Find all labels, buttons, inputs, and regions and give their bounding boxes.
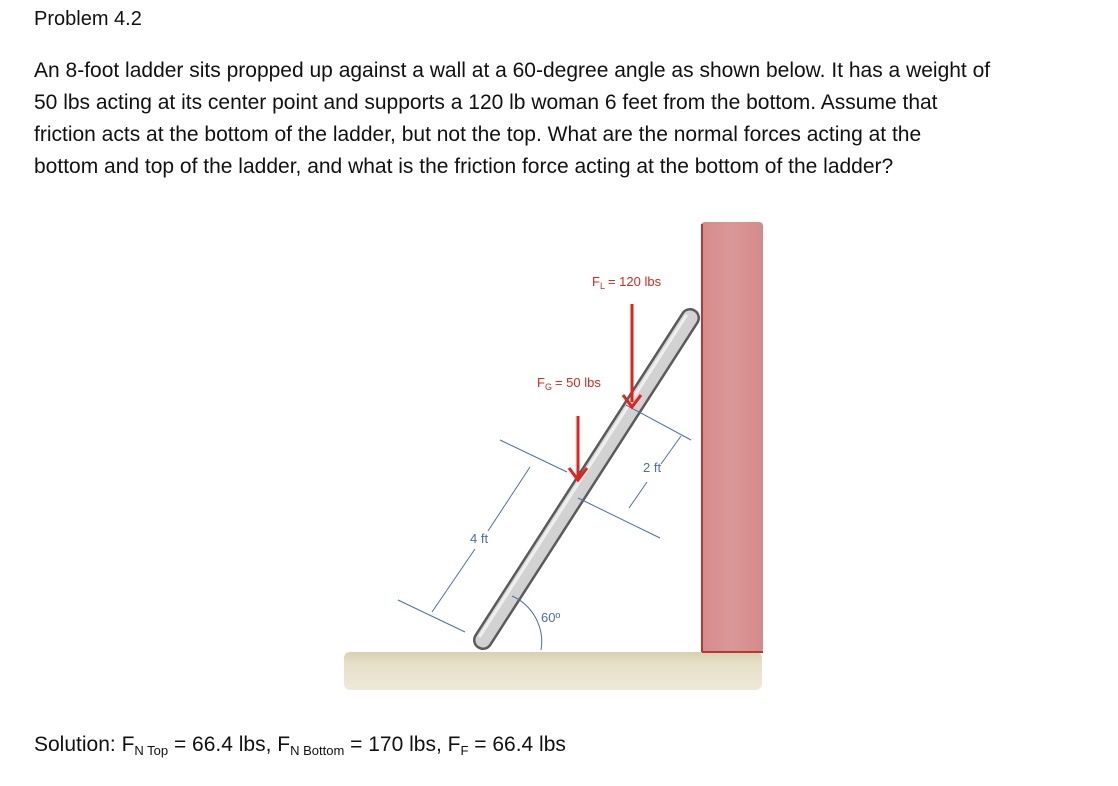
fn-bottom-subscript: N Bottom	[290, 743, 345, 758]
problem-line-4: bottom and top of the ladder, and what is the friction force acting at the bottom of the ladder?	[34, 155, 894, 178]
ff-symbol: F	[447, 733, 461, 756]
force-woman-label	[592, 274, 662, 291]
fn-top-value: = 66.4 lbs,	[168, 733, 278, 756]
floor	[344, 652, 762, 690]
ladder-highlight	[480, 316, 686, 636]
problem-line-2: 50 lbs acting at its center point and supports a 120 lb woman 6 feet from the bottom. Assume that	[34, 91, 938, 114]
problem-line-3: friction acts at the bottom of the ladder, but not the top. What are the normal forces acting at the	[34, 123, 922, 146]
dimension-left-label: 4 ft	[470, 531, 489, 546]
force-woman-symbol: F	[592, 274, 600, 289]
fn-top-symbol: F	[121, 733, 135, 756]
problem-line-1: An 8-foot ladder sits propped up against a wall at a 60-degree angle as shown below. It has a weight of	[34, 59, 991, 82]
solution-prefix: Solution:	[34, 733, 122, 756]
solution	[34, 730, 566, 766]
dimension-right-label: 2 ft	[643, 460, 662, 475]
fn-bottom-symbol: F	[277, 733, 291, 756]
problem-title: Problem 4.2	[34, 8, 142, 30]
force-woman-value: = 120 lbs	[607, 274, 662, 289]
force-gravity-label	[537, 375, 601, 392]
ff-value: = 66.4 lbs	[468, 733, 566, 756]
force-gravity-subscript: G	[544, 382, 552, 392]
force-gravity-arrow	[569, 416, 587, 480]
ladder-body	[483, 318, 690, 640]
fn-top-subscript: N Top	[134, 743, 169, 758]
force-gravity-symbol: F	[537, 375, 545, 390]
force-woman-subscript: L	[599, 281, 605, 291]
force-gravity-value: = 50 lbs	[554, 375, 601, 390]
angle-label: 60º	[541, 610, 561, 625]
wall	[701, 222, 763, 653]
fn-bottom-value: = 170 lbs,	[344, 733, 448, 756]
ff-subscript: F	[460, 743, 469, 758]
